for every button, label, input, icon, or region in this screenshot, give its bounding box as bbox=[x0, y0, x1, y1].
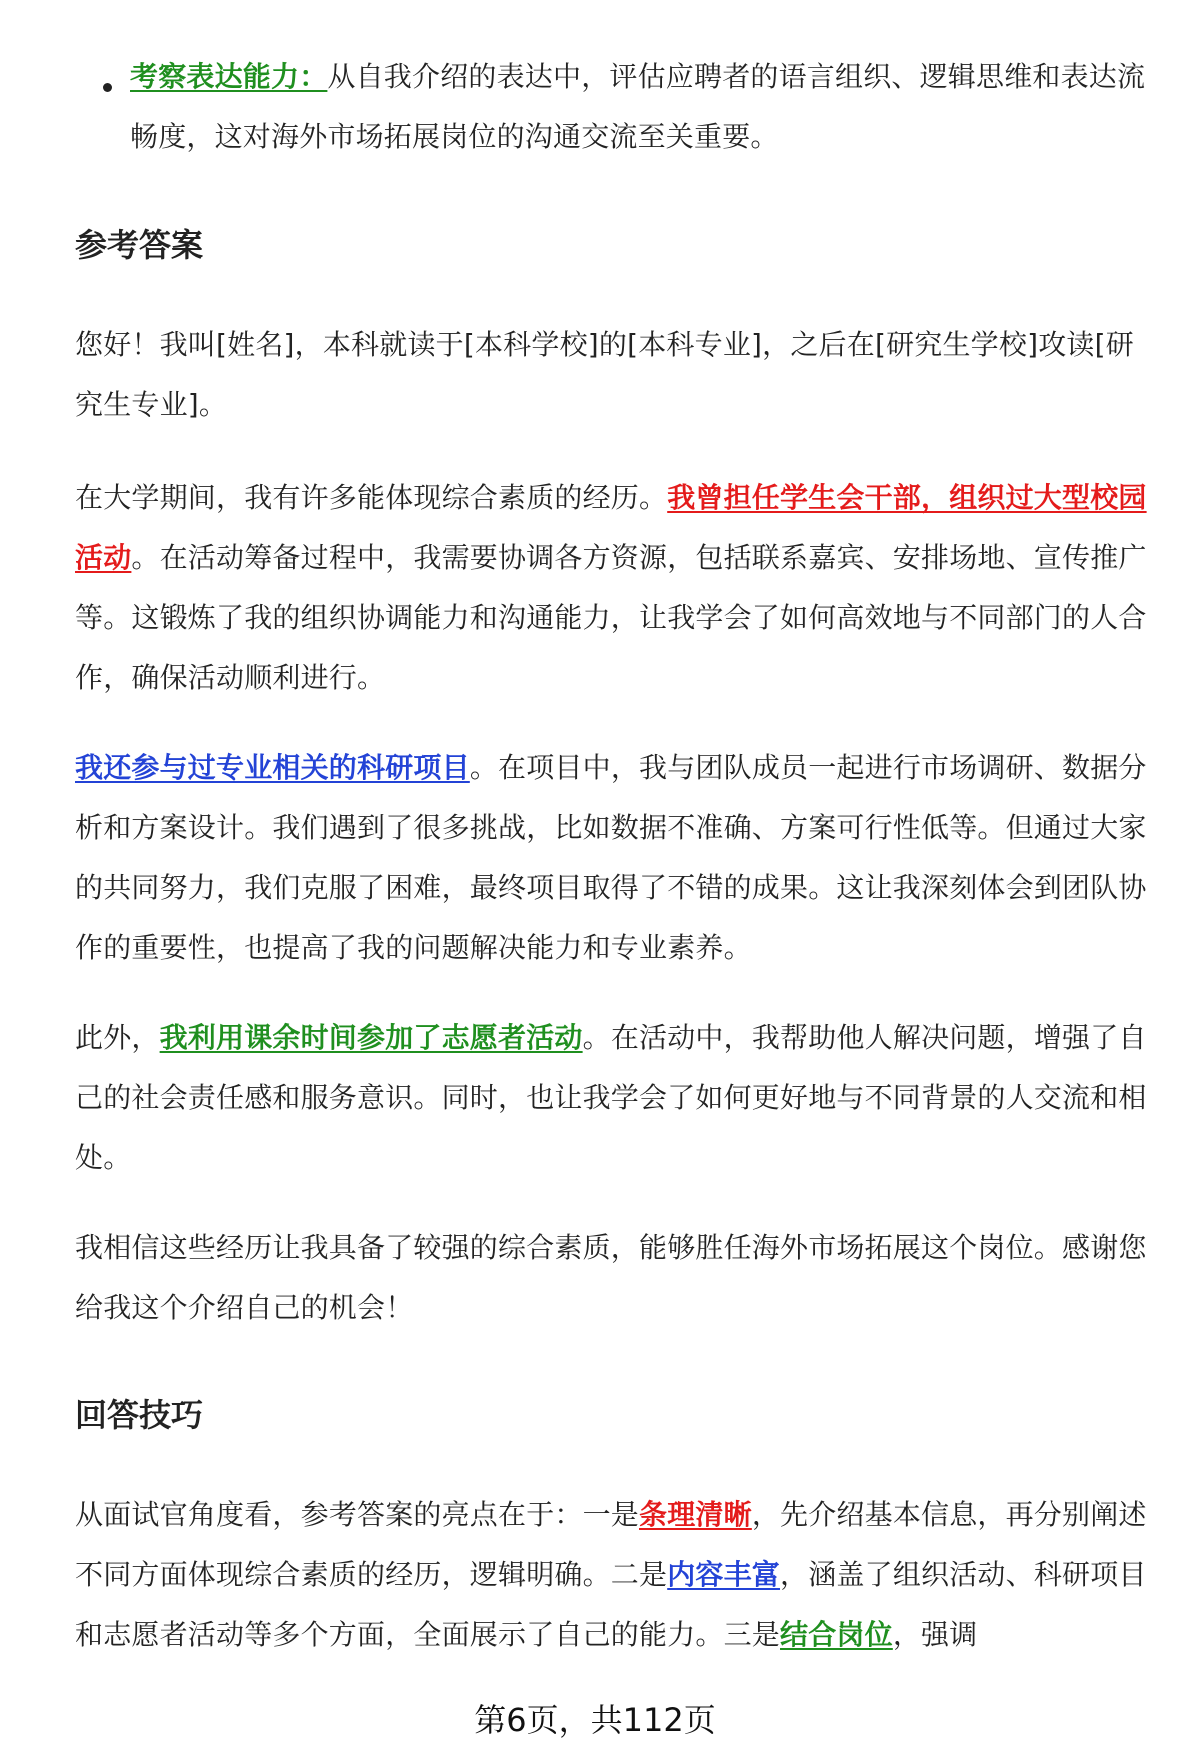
paragraph-text: ，涵盖了组织活动、科研项目和志愿者活动等多个方面，全面展示了自己的能力。三是 bbox=[75, 1558, 1147, 1651]
answer-paragraph-closing: 我相信这些经历让我具备了较强的综合素质，能够胜任海外市场拓展这个岗位。感谢您给我这个介绍自己的机会！ bbox=[75, 1231, 1147, 1324]
paragraph-text: 。在项目中，我与团队成员一起进行市场调研、数据分析和方案设计。我们遇到了很多挑战，比如数据不准确、方案可行性低等。但通过大家的共同努力，我们克服了困难，最终项目取得了不错的成果。这让我深刻体会到团队协作的重要性，也提高了我的问题解决能力和专业素养。 bbox=[75, 751, 1147, 964]
answer-paragraph-research bbox=[75, 738, 1160, 978]
bullet-label: 考察表达能力： bbox=[130, 60, 328, 93]
section-title-answer-tips: 回答技巧 bbox=[75, 1396, 204, 1434]
paragraph-text: 在大学期间，我有许多能体现综合素质的经历。 bbox=[75, 481, 668, 514]
highlight-rich-content: 内容丰富 bbox=[667, 1558, 781, 1591]
highlight-volunteer: 我利用课余时间参加了志愿者活动 bbox=[159, 1021, 583, 1054]
highlight-job-fit: 结合岗位 bbox=[780, 1618, 893, 1651]
paragraph-text: ，强调 bbox=[892, 1618, 978, 1651]
paragraph-text: 。在活动中，我帮助他人解决问题，增强了自己的社会责任感和服务意识。同时，也让我学会了如何更好地与不同背景的人交流和相处。 bbox=[75, 1021, 1147, 1174]
answer-paragraph-student-union bbox=[75, 468, 1160, 708]
paragraph-text: 此外， bbox=[75, 1021, 160, 1054]
paragraph-text: ，先介绍基本信息，再分别阐述不同方面体现综合素质的经历，逻辑明确。二是 bbox=[75, 1498, 1147, 1591]
highlight-student-union: 我曾担任学生会干部，组织过大型校园活动 bbox=[75, 481, 1147, 574]
bullet-item-expression bbox=[130, 47, 1160, 167]
paragraph-text: 。在活动筹备过程中，我需要协调各方资源，包括联系嘉宾、安排场地、宣传推广等。这锻炼了我的组织协调能力和沟通能力，让我学会了如何高效地与不同部门的人合作，确保活动顺利进行。 bbox=[75, 541, 1147, 694]
page-number-footer: 第6页，共112页 bbox=[474, 1701, 716, 1739]
answer-paragraph-intro: 您好！我叫[姓名]，本科就读于[本科学校]的[本科专业]，之后在[研究生学校]攻读[研究生专业]。 bbox=[75, 328, 1134, 421]
paragraph-text: 从面试官角度看，参考答案的亮点在于：一是 bbox=[75, 1498, 640, 1531]
highlight-research-project: 我还参与过专业相关的科研项目 bbox=[75, 751, 470, 784]
tips-paragraph bbox=[75, 1485, 1160, 1665]
highlight-clear-structure: 条理清晰 bbox=[639, 1498, 752, 1531]
bullet-dot bbox=[103, 83, 112, 92]
section-title-reference-answer: 参考答案 bbox=[75, 226, 204, 264]
bullet-text: 从自我介绍的表达中，评估应聘者的语言组织、逻辑思维和表达流畅度，这对海外市场拓展岗位的沟通交流至关重要。 bbox=[130, 60, 1146, 153]
answer-paragraph-volunteer bbox=[75, 1008, 1160, 1188]
